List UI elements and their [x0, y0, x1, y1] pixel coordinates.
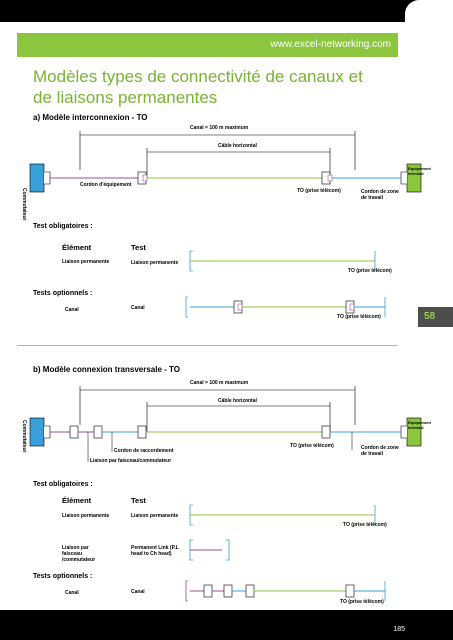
section-b-row3-element: Canal [65, 590, 79, 596]
section-b-switch-label: Commutateur [21, 420, 27, 453]
section-a-cordon-zone: Cordon de zone de travail [361, 189, 399, 201]
section-b-cable-label: Câble horizontal [218, 398, 257, 404]
section-b-row2-element: Liaison par faisceau /commutateur [62, 545, 96, 563]
section-b-canal-dimension [80, 386, 355, 432]
section-a-row2-test: Canal [131, 305, 145, 311]
footer-bar [0, 610, 453, 640]
chapter-tab: 58 [418, 307, 453, 327]
section-b-tests-mandatory: Test obligatoires : [33, 481, 93, 488]
page-number: 185 [393, 626, 405, 633]
section-b-cordon-zone: Cordon de zone de travail [361, 445, 399, 457]
section-b-cordon-racc: Cordon de raccordement [114, 448, 174, 454]
section-divider [17, 345, 398, 346]
section-a-row1-to: TO (prise télécom) [348, 268, 392, 274]
section-b-canal-label: Canal = 100 m maximum [190, 380, 249, 386]
section-b-terminal-label: Équipement terminal [408, 420, 431, 430]
section-b-row1-test: Liaison permanente [131, 513, 179, 519]
section-b-row1-to: TO (prise télécom) [343, 522, 387, 528]
section-b-switch-box [30, 418, 44, 446]
section-a-canal-dimension [80, 131, 355, 178]
section-b-row2-test: Permanent Link (P.L head to Ch head) [131, 545, 179, 557]
section-a-tests-mandatory: Test obligatoires : [33, 223, 93, 230]
section-b-col-test: Test [131, 496, 146, 505]
section-a-cordon-equip: Cordon d'équipement [80, 182, 132, 188]
section-a-row2-to: TO (prise télécom) [337, 314, 381, 320]
section-a-switch-label: Commutateur [21, 188, 27, 221]
section-b-col-element: Élément [62, 496, 92, 505]
section-b-to-label: TO (prise télécom) [290, 443, 334, 449]
section-b-heading: b) Modèle connexion transversale - TO [33, 365, 180, 374]
section-a-row2-element: Canal [65, 307, 79, 313]
section-a-col-test: Test [131, 243, 146, 252]
section-b-row1-element: Liaison permanente [62, 513, 110, 519]
section-b-tests-optional: Tests optionnels : [33, 573, 93, 580]
section-a-row1-test: Liaison permanente [131, 260, 179, 266]
section-a-terminal-label: Équipement terminal [408, 166, 431, 176]
section-a-tests-optional: Tests optionnels : [33, 290, 93, 297]
section-a-heading: a) Modèle interconnexion - TO [33, 113, 148, 122]
section-b-row3-to: TO (prise télécom) [340, 599, 384, 605]
section-a-to-label: TO (prise télécom) [297, 188, 341, 194]
section-b-row3-test: Canal [131, 589, 145, 595]
section-a-canal-label: Canal = 100 m maximum [190, 125, 249, 131]
section-a-switch-box [30, 164, 44, 192]
page-title: Modèles types de connectivité de canaux et de liaisons permanentes [33, 67, 363, 107]
website-url: www.excel-networking.com [270, 39, 391, 50]
section-b-liaison-faisceau: Liaison par faisceau/commutateur [90, 458, 172, 464]
section-a-col-element: Élément [62, 243, 92, 252]
section-a-cable-label: Câble horizontal [218, 143, 257, 149]
section-a-row1-element: Liaison permanente [62, 259, 110, 265]
